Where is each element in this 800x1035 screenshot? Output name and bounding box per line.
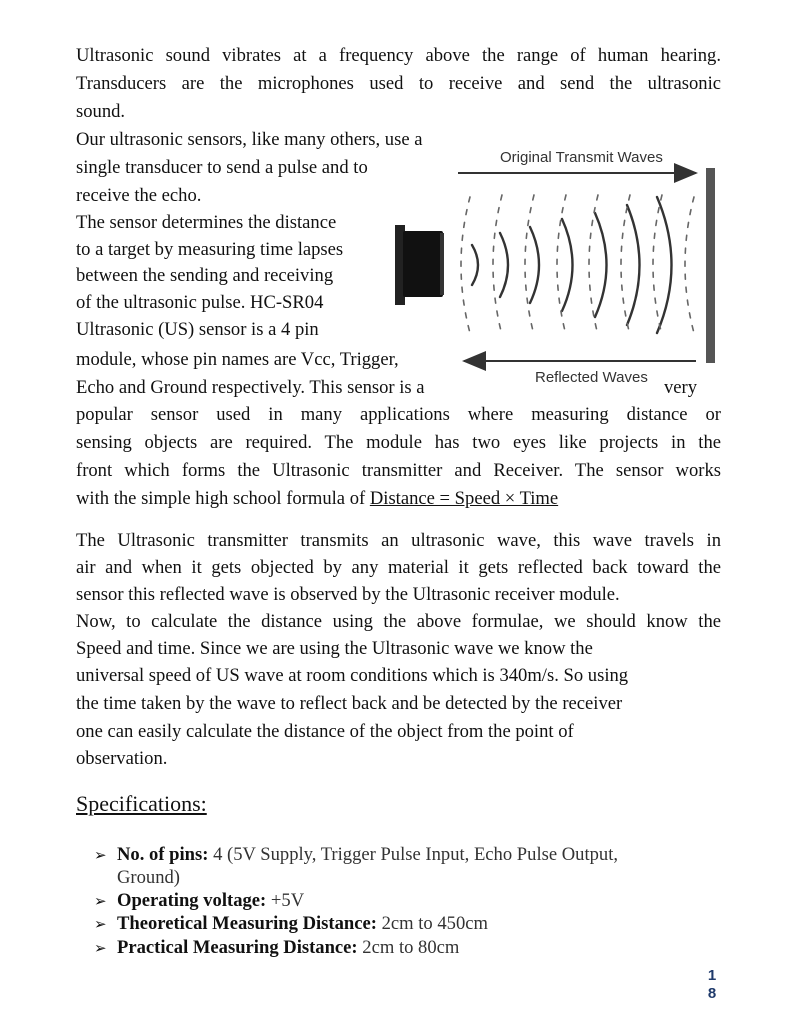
paragraph-line: sensing objects are required. The module has two eyes like projects in the xyxy=(76,432,721,453)
paragraph-line: observation. xyxy=(76,748,168,769)
paragraph-line: the time taken by the wave to reflect back and be detected by the receiver xyxy=(76,693,623,714)
spec-key: Theoretical Measuring Distance: xyxy=(117,913,377,934)
spec-value: 4 (5V Supply, Trigger Pulse Input, Echo Pulse Output, xyxy=(213,844,619,865)
bullet-arrow-icon: ➢ xyxy=(94,941,107,957)
paragraph-line: air and when it gets objected by any material it gets reflected back toward the xyxy=(76,557,721,578)
spec-continuation: Ground) xyxy=(117,867,180,888)
paragraph-line: popular sensor used in many applications where measuring distance or xyxy=(76,404,721,425)
paragraph-line-end: very xyxy=(664,377,698,398)
spec-value: +5V xyxy=(270,890,305,911)
paragraph-line: front which forms the Ultrasonic transmitter and Receiver. The sensor works xyxy=(76,460,721,481)
spec-key: No. of pins: xyxy=(117,844,209,865)
paragraph-line: single transducer to send a pulse and to xyxy=(76,157,368,178)
paragraph-line: The Ultrasonic transmitter transmits an ultrasonic wave, this wave travels in xyxy=(76,530,721,551)
page-number-digit: 1 xyxy=(707,967,717,984)
formula-line xyxy=(76,485,558,513)
spec-key: Practical Measuring Distance: xyxy=(117,937,358,958)
transmit-waves xyxy=(472,197,672,333)
paragraph-line: Speed and time. Since we are using the Ultrasonic wave we know the xyxy=(76,638,593,659)
transmit-waves-label: Original Transmit Waves xyxy=(500,149,663,166)
paragraph-line: module, whose pin names are Vcc, Trigger, xyxy=(76,349,399,370)
spec-value: 2cm to 80cm xyxy=(362,937,460,958)
ultrasonic-wave-diagram xyxy=(390,135,730,397)
paragraph-line: Ultrasonic sound vibrates at a frequency above the range of human hearing. xyxy=(76,45,721,66)
formula-prefix: with the simple high school formula of xyxy=(76,488,370,509)
bullet-arrow-icon: ➢ xyxy=(94,917,107,933)
page-number xyxy=(704,967,720,1003)
specifications-heading: Specifications: xyxy=(76,791,207,816)
paragraph-line: Transducers are the microphones used to receive and send the ultrasonic xyxy=(76,73,721,94)
paragraph-line: universal speed of US wave at room conditions which is 340m/s. So using xyxy=(76,665,629,686)
paragraph-line: receive the echo. xyxy=(76,185,202,206)
spec-value: 2cm to 450cm xyxy=(381,913,488,934)
paragraph-line: Now, to calculate the distance using the above formulae, we should know the xyxy=(76,611,721,632)
paragraph-line: to a target by measuring time lapses xyxy=(76,239,344,260)
paragraph-line: Ultrasonic (US) sensor is a 4 pin xyxy=(76,319,319,340)
spec-item xyxy=(94,843,618,868)
bullet-arrow-icon: ➢ xyxy=(94,894,107,910)
paragraph-line: sound. xyxy=(76,101,126,122)
spec-item xyxy=(94,936,459,961)
paragraph-line: Our ultrasonic sensors, like many others, use a xyxy=(76,129,423,150)
paragraph-line: one can easily calculate the distance of the object from the point of xyxy=(76,721,574,742)
spec-key: Operating voltage: xyxy=(117,890,267,911)
ultrasonic-transducer-icon xyxy=(395,225,444,305)
paragraph-line: between the sending and receiving xyxy=(76,265,334,286)
formula: Distance = Speed × Time xyxy=(369,488,559,509)
reflected-waves xyxy=(461,195,694,335)
spec-item xyxy=(94,889,304,914)
paragraph-line: The sensor determines the distance xyxy=(76,212,337,233)
reflecting-wall xyxy=(706,168,715,363)
paragraph-line: sensor this reflected wave is observed by the Ultrasonic receiver module. xyxy=(76,584,620,605)
paragraph-line: Echo and Ground respectively. This sensor is a xyxy=(76,377,425,398)
page-number-digit: 8 xyxy=(707,985,717,1002)
paragraph-line: of the ultrasonic pulse. HC-SR04 xyxy=(76,292,324,313)
reflected-waves-label: Reflected Waves xyxy=(535,369,648,386)
bullet-arrow-icon: ➢ xyxy=(94,848,107,864)
spec-item xyxy=(94,912,488,937)
